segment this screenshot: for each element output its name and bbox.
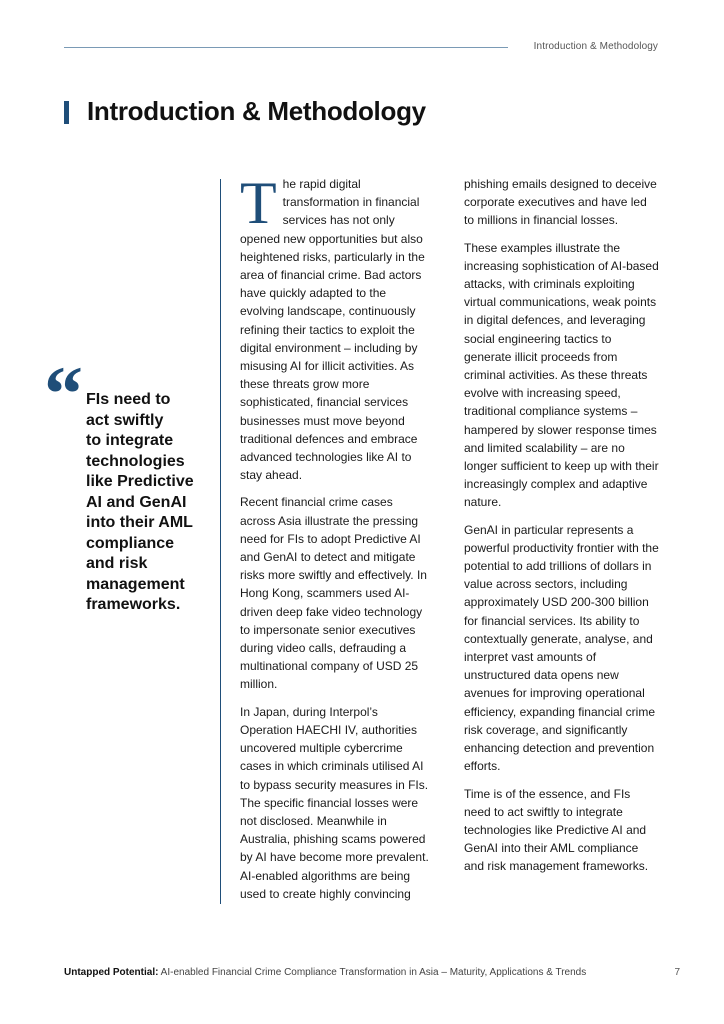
paragraph-text: he rapid digital transformation in financial services has not only opened new opportunities but also heightened risks, particularly in the area of financial crime. Bad actors have quickly adapted to the evolving landscape, continuously refining their tactics to exploit the digital environment – including by misusing AI for illicit activities. As these threats grow more sophisticated, financial services businesses must move beyond traditional defences and embrace advanced technologies like AI to stay ahead. bbox=[240, 177, 425, 483]
page-number: 7 bbox=[674, 967, 680, 978]
footer-title-rest: AI-enabled Financial Crime Compliance Transformation in Asia – Maturity, Applications & Trends bbox=[158, 967, 587, 978]
pull-quote-line: frameworks. bbox=[86, 596, 181, 613]
pull-quote-line: act swiftly bbox=[86, 411, 164, 429]
body-paragraph-4: phishing emails designed to deceive corporate executives and have led to millions in financial losses. bbox=[464, 177, 657, 228]
pull-quote-line: FIs need to bbox=[86, 391, 171, 408]
column-divider bbox=[220, 179, 221, 904]
body-paragraph-7: Time is of the essence, and FIs need to act swiftly to integrate technologies like Predictive AI and GenAI into their AML compliance and risk management frameworks. bbox=[464, 786, 649, 874]
quote-mark-icon: “ bbox=[44, 350, 83, 437]
body-column-2 bbox=[464, 175, 660, 885]
body-paragraph-2: Recent financial crime cases across Asia illustrate the pressing need for FIs to adopt Predictive AI and GenAI to detect and mitigate risks more swiftly and effectively. In Hong Kong, scammers used AI-driven deep fake video technology to impersonate senior executives during video calls, defrauding a multinational company of USD 25 million. bbox=[240, 495, 427, 692]
drop-cap: T bbox=[240, 170, 277, 236]
pull-quote bbox=[86, 390, 216, 616]
pull-quote-line: into their AML bbox=[86, 514, 193, 531]
pull-quote-line: to integrate bbox=[86, 432, 174, 449]
pull-quote-line: technologies bbox=[86, 452, 185, 470]
body-column-1 bbox=[240, 170, 430, 912]
footer-title-bold: Untapped Potential: bbox=[64, 967, 159, 978]
body-paragraph-5: These examples illustrate the increasing sophistication of AI-based attacks, with criminals exploiting virtual communications, weak points in digital defences, and leveraging social engineering tactics to generate illicit proceeds from criminal activities. As these threats evolve with increasing speed, traditional compliance systems – hampered by slower response times and limited scalability – are no longer sufficient to keep up with their increasingly complex and adaptive nature. bbox=[464, 240, 659, 510]
body-paragraph-6: GenAI in particular represents a powerful productivity frontier with the potential to add trillions of dollars in value across sectors, including approximately USD 200-300 billion for financial services. Its ability to contextually generate, analyse, and interpret vast amounts of unstructured data opens new avenues for improving operational efficiency, expanding financial crime risk coverage, and significantly enhancing detection and prevention efforts. bbox=[464, 522, 659, 774]
body-paragraph-3: In Japan, during Interpol’s Operation HAECHI IV, authorities uncovered multiple cybercrime cases in which criminals utilised AI to bypass security measures in FIs. The specific financial losses were not disclosed. Meanwhile in Australia, phishing scams powered by AI have become more prevalent. AI-enabled algorithms are being used to create highly convincing bbox=[240, 704, 429, 901]
page-title: Introduction & Methodology bbox=[87, 96, 426, 126]
title-accent-bar bbox=[64, 101, 69, 124]
pull-quote-line: and risk bbox=[86, 555, 148, 572]
header-section-label: Introduction & Methodology bbox=[533, 41, 658, 52]
pull-quote-line: compliance bbox=[86, 534, 175, 552]
body-paragraph-1 bbox=[240, 170, 430, 484]
pull-quote-line: AI and GenAI bbox=[86, 493, 187, 511]
pull-quote-line: management bbox=[86, 575, 185, 593]
header-rule bbox=[64, 47, 508, 48]
pull-quote-line: like Predictive bbox=[86, 473, 194, 490]
footer-title bbox=[64, 967, 586, 978]
